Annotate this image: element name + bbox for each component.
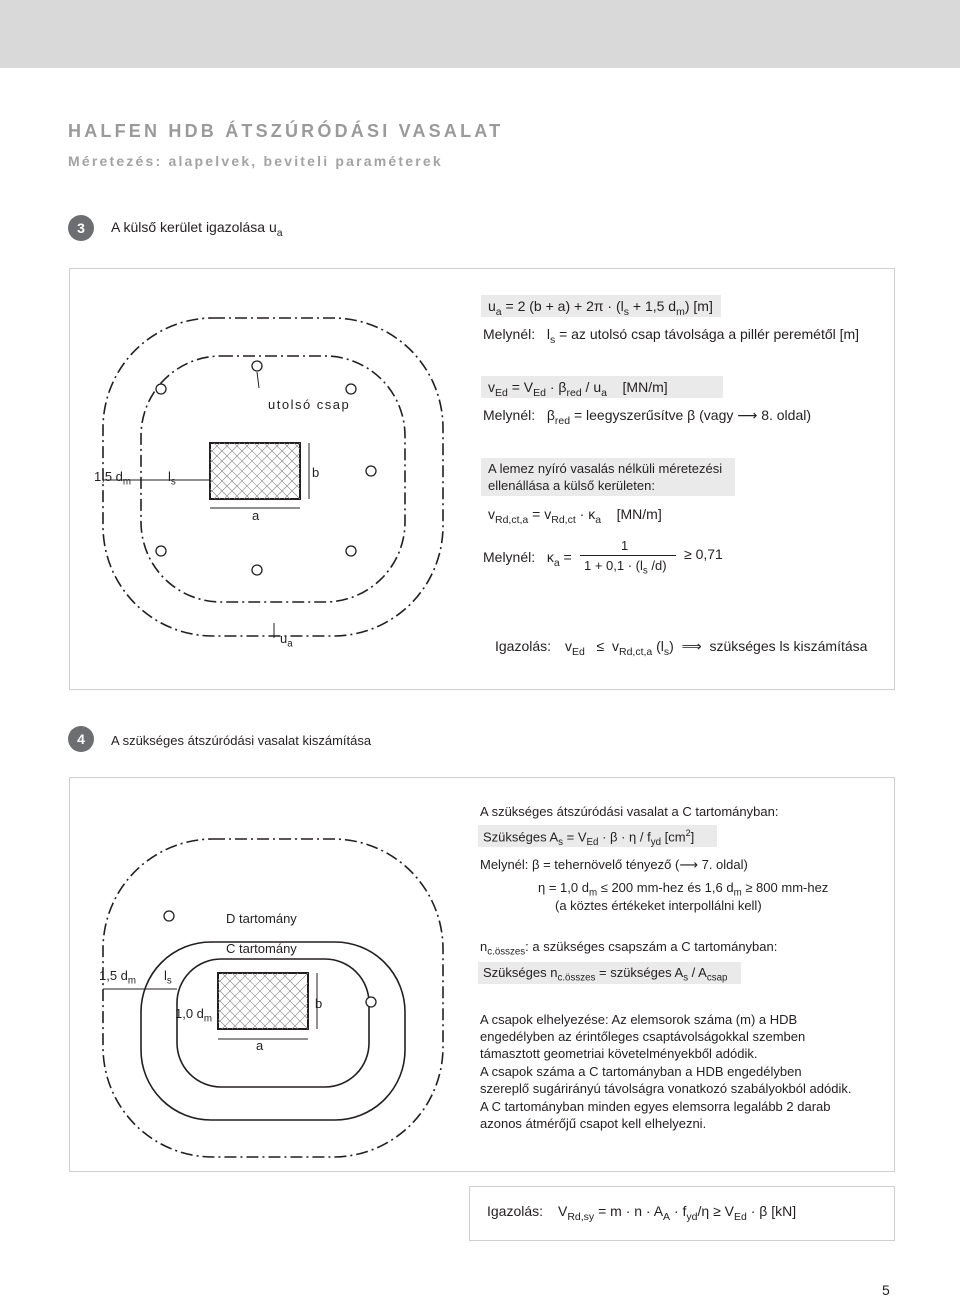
nc-definition: $n_{c.összes}$: a szükséges csapszám a C tartományban: [480, 939, 778, 958]
label-ls: $l_s$ [164, 968, 172, 987]
formula-nc: Szükséges $n_{c.összes}$ = szükséges $A_s / A_{csap}$ [483, 965, 728, 984]
label-ua: $u_a$ [280, 631, 293, 650]
stud-marker [252, 565, 262, 575]
check-formula: $v_{Ed}$ ≤ $v_{Rd,ct,a}$ $(l_s)$ ⟹ szükséges ls kiszámítása [565, 638, 868, 658]
stud-marker [346, 546, 356, 556]
para1-line2: engedélyben az érintőleges csaptávolságokkal szemben [480, 1029, 806, 1044]
text-resistance-line2: ellenállása a külső kerületen: [488, 478, 655, 493]
step-3-title: A külső kerület igazolása $u_a$ [111, 219, 283, 239]
label-utolso-csap: utolsó csap [268, 397, 351, 412]
step-4-title: A szükséges átszúródási vasalat kiszámítása [111, 733, 372, 748]
label-1-5-dm: 1,5 $d_m$ [94, 469, 132, 488]
formula-vrdcta: $v_{Rd,ct,a} = v_{Rd,ct} \cdot \kappa_a$ [MN/m] [488, 506, 662, 526]
step-3-perimeter-diagram [69, 268, 489, 688]
stud-marker [252, 361, 262, 371]
stud-marker [156, 546, 166, 556]
stud-marker [366, 997, 376, 1007]
fraction-numerator: 1 [621, 538, 629, 553]
para3-line1: A C tartományban minden egyes elemsorra legalább 2 darab [480, 1099, 831, 1114]
para2-line2: szereplő sugárirányú távolságra vonatkozó szabályokból adódik. [480, 1081, 852, 1096]
where-kappa: Melynél: $\kappa_a$ = [483, 549, 572, 569]
label-b: b [312, 465, 320, 480]
page-number: 5 [882, 1282, 890, 1298]
eta-note: (a köztes értékeket interpollálni kell) [555, 898, 762, 913]
c-zone-boundary [141, 942, 405, 1120]
step-4-intro: A szükséges átszúródási vasalat a C tartományban: [480, 804, 779, 819]
column-rect [218, 973, 308, 1029]
eta-definition: η = 1,0 $d_m \le 200$ mm-hez és 1,6 $d_m \ge 800$ mm-hez [538, 880, 829, 899]
page-subtitle: Méretezés: alapelvek, beviteli paraméterek [68, 153, 443, 169]
para2-line1: A csapok száma a C tartományban a HDB engedélyben [480, 1064, 802, 1079]
label-c-zone: C tartomány [226, 941, 297, 956]
fraction-denominator: $1 + 0,1 \cdot (l_s$ /d) [584, 558, 667, 577]
where-beta: Melynél: β = tehernövelő tényező (⟶ 7. oldal) [480, 857, 748, 872]
where-beta-red: Melynél: $\beta_{red}$ = leegyszerűsítve β (vagy ⟶ 8. oldal) [483, 407, 812, 427]
para1-line3: támasztott geometriai követelményekből adódik. [480, 1046, 758, 1061]
stud-marker [156, 384, 166, 394]
label-a: a [256, 1038, 264, 1053]
label-ls: $l_s$ [168, 469, 176, 488]
header-band [0, 0, 960, 68]
label-a: a [252, 508, 260, 523]
column-rect [210, 443, 300, 499]
label-1-5-dm: 1,5 $d_m$ [99, 968, 137, 987]
label-b: b [315, 996, 323, 1011]
step-3-badge: 3 [68, 215, 94, 241]
text-resistance-line1: A lemez nyíró vasalás nélküli méretezési [488, 461, 723, 476]
check-formula-4: $V_{Rd,sy} = m \cdot n \cdot A_A \cdot f_{yd}/\eta \ge V_{Ed} \cdot \beta$ [kN] [558, 1203, 797, 1223]
label-1-0-dm: 1,0 $d_m$ [175, 1006, 213, 1025]
stud-marker [366, 466, 376, 476]
label-d-zone: D tartomány [226, 911, 297, 926]
kappa-min-value: ≥ 0,71 [684, 546, 723, 562]
where-ls: Melynél: $l_s$ = az utolsó csap távolsága a pillér peremétől [m] [483, 326, 860, 346]
page-title: HALFEN HDB ÁTSZÚRÓDÁSI VASALAT [68, 121, 504, 141]
para3-line2: azonos átmérőjű csapot kell elhelyezni. [480, 1116, 707, 1131]
check-label-4: Igazolás: [487, 1203, 544, 1219]
stud-marker [346, 384, 356, 394]
formula-ua: $u_a = 2$ $(b + a) + 2\pi \cdot (l_s + 1,5$ $d_m$) [m] [488, 298, 713, 318]
para1-line1: A csapok elhelyezése: Az elemsorok száma (m) a HDB [480, 1012, 798, 1027]
stud-marker [164, 911, 174, 921]
step-4-badge: 4 [68, 726, 94, 752]
fraction-line [580, 555, 676, 556]
formula-as: Szükséges $A_s = V_{Ed} \cdot \beta \cdot \eta / f_{yd}$ $[cm^2]$ [483, 828, 695, 848]
check-label: Igazolás: [495, 638, 552, 654]
formula-ved: $v_{Ed} = V_{Ed} \cdot \beta_{red} / u_a$ [MN/m] [488, 379, 668, 399]
